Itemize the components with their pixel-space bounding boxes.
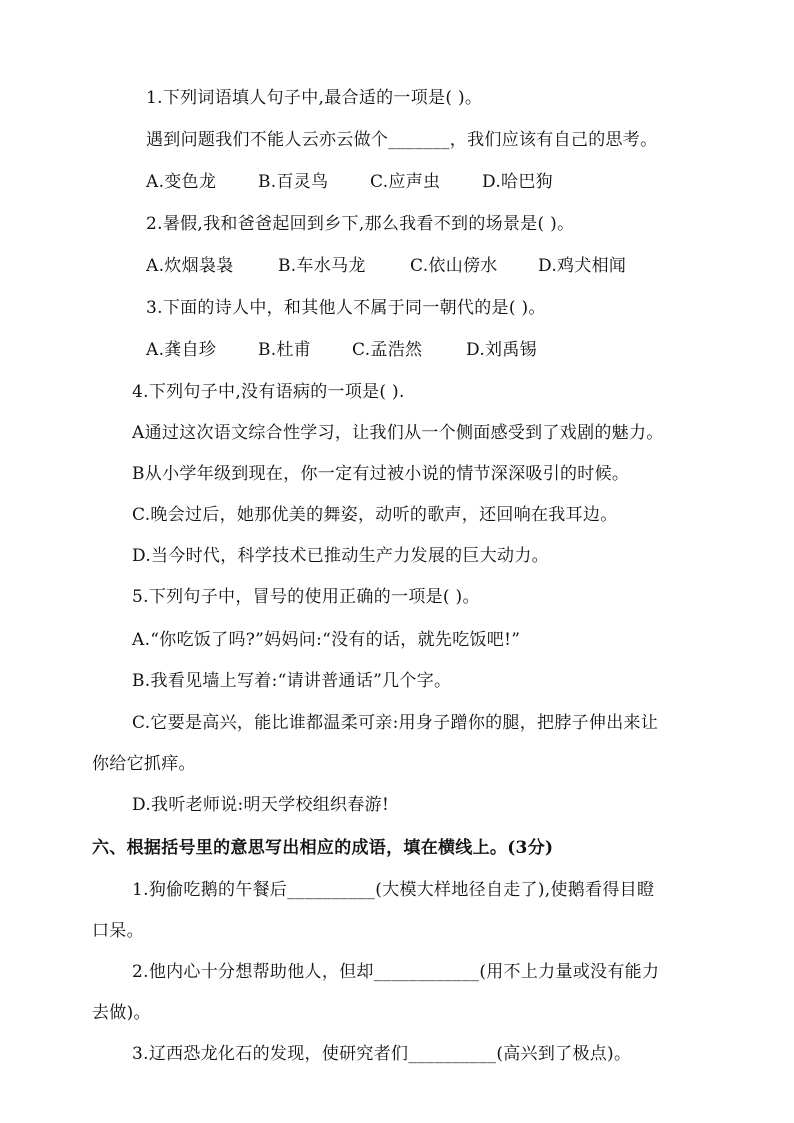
q2-stem: 2.暑假,我和爸爸起回到乡下,那么我看不到的场景是( )。: [146, 214, 575, 234]
q1-option-c: C.应声虫: [370, 172, 441, 192]
q3-option-c: C.孟浩然: [352, 340, 423, 360]
q4-option-b: B从小学年级到现在，你一定有过被小说的情节深深吸引的时候。: [132, 464, 630, 484]
q5-option-c-line2: 你给它抓痒。: [92, 754, 196, 774]
q1-option-a: A.变色龙: [146, 172, 217, 192]
q4-option-d: D.当今时代，科学技术已推动生产力发展的巨大动力。: [132, 546, 549, 566]
q5-stem: 5.下列句子中，冒号的使用正确的一项是( )。: [132, 587, 480, 607]
q2-option-c: C.依山傍水: [410, 256, 498, 276]
q4-option-c: C.晚会过后，她那优美的舞姿，动听的歌声，还回响在我耳边。: [132, 505, 618, 525]
q4-option-a: A通过这次语文综合性学习，让我们从一个侧面感受到了戏剧的魅力。: [132, 423, 664, 443]
q5-option-b: B.我看见墙上写着:“请讲普通话”几个字。: [132, 671, 452, 691]
q4-stem: 4.下列句子中,没有语病的一项是( ).: [132, 382, 405, 402]
q5-option-c-line1: C.它要是高兴，能比谁都温柔可亲:用身子蹭你的腿，把脖子伸出来让: [132, 713, 659, 733]
q5-option-a: A.“你吃饭了吗?”妈妈问:“没有的话，就先吃饭吧!”: [132, 630, 521, 650]
q3-option-d: D.刘禹锡: [466, 340, 537, 360]
q1-option-b: B.百灵鸟: [258, 172, 329, 192]
section-six-heading: 六、根据括号里的意思写出相应的成语，填在横线上。(3分): [92, 838, 554, 858]
q1-stem: 1.下列词语填人句子中,最合适的一项是( )。: [146, 88, 483, 108]
q3-option-a: A.龚自珍: [146, 340, 217, 360]
idiom-q1-line2: 口呆。: [92, 921, 144, 941]
q2-option-d: D.鸡犬相闻: [538, 256, 627, 276]
q3-stem: 3.下面的诗人中，和其他人不属于同一朝代的是( )。: [146, 298, 546, 318]
q3-option-b: B.杜甫: [258, 340, 312, 360]
q1-option-d: D.哈巴狗: [482, 172, 553, 192]
q5-option-d: D.我听老师说:明天学校组织春游!: [132, 795, 390, 815]
idiom-q2-line2: 去做)。: [92, 1003, 151, 1023]
idiom-q1-line1: 1.狗偷吃鹅的午餐后__________(大模大样地径自走了),使鹅看得目瞪: [132, 880, 655, 900]
idiom-q2-line1: 2.他内心十分想帮助他人，但却____________(用不上力量或没有能力: [132, 962, 660, 982]
idiom-q3: 3.辽西恐龙化石的发现，使研究者们__________(高兴到了极点)。: [132, 1044, 632, 1064]
q2-option-b: B.车水马龙: [278, 256, 366, 276]
q1-sentence: 遇到问题我们不能人云亦云做个_______，我们应该有自己的思考。: [146, 130, 658, 150]
q2-option-a: A.炊烟袅袅: [146, 256, 234, 276]
